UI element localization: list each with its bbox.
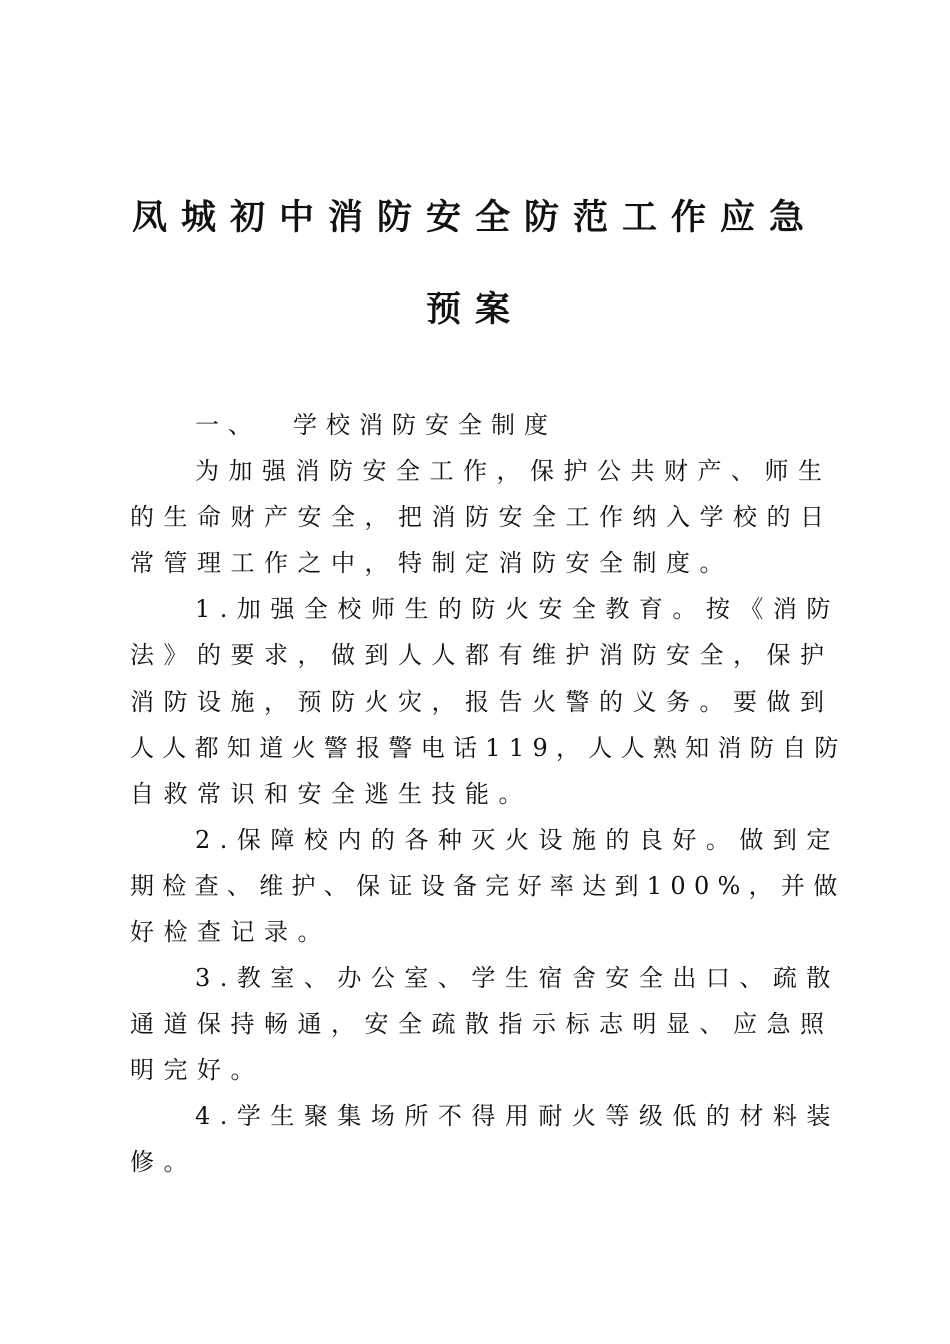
paragraph-line: 好检查记录。 bbox=[130, 918, 331, 946]
paragraph-line: 法》的要求，做到人人都有维护消防安全，保护 bbox=[130, 641, 834, 669]
section-number: 一、 bbox=[195, 411, 261, 439]
paragraph-line: 常管理工作之中，特制定消防安全制度。 bbox=[130, 549, 733, 577]
paragraph-line: 明完好。 bbox=[130, 1056, 264, 1084]
paragraph-line: 1.加强全校师生的防火安全教育。按《消防 bbox=[195, 595, 840, 623]
paragraph-line: 4.学生聚集场所不得用耐火等级低的材料装 bbox=[195, 1102, 840, 1130]
paragraph-line: 通道保持畅通，安全疏散指示标志明显、应急照 bbox=[130, 1010, 834, 1038]
document-title-line-1: 凤城初中消防安全防范工作应急 bbox=[131, 198, 818, 238]
paragraph-line: 的生命财产安全，把消防安全工作纳入学校的日 bbox=[130, 503, 834, 531]
paragraph-line: 消防设施，预防火灾，报告火警的义务。要做到 bbox=[130, 688, 834, 716]
paragraph-line: 3.教室、办公室、学生宿舍安全出口、疏散 bbox=[195, 964, 840, 992]
paragraph-line: 2.保障校内的各种灭火设施的良好。做到定 bbox=[195, 826, 840, 854]
section-heading bbox=[195, 410, 895, 440]
paragraph-line: 自救常识和安全逃生技能。 bbox=[130, 780, 532, 808]
paragraph-line: 期检查、维护、保证设备完好率达到100%，并做 bbox=[130, 872, 846, 900]
paragraph-line: 修。 bbox=[130, 1148, 197, 1176]
document-title-line-2: 预案 bbox=[425, 290, 524, 330]
section-title: 学校消防安全制度 bbox=[293, 411, 557, 439]
paragraph-line: 人人都知道火警报警电话119，人人熟知消防自防 bbox=[130, 734, 847, 762]
paragraph-line: 为加强消防安全工作，保护公共财产、师生 bbox=[195, 457, 832, 485]
